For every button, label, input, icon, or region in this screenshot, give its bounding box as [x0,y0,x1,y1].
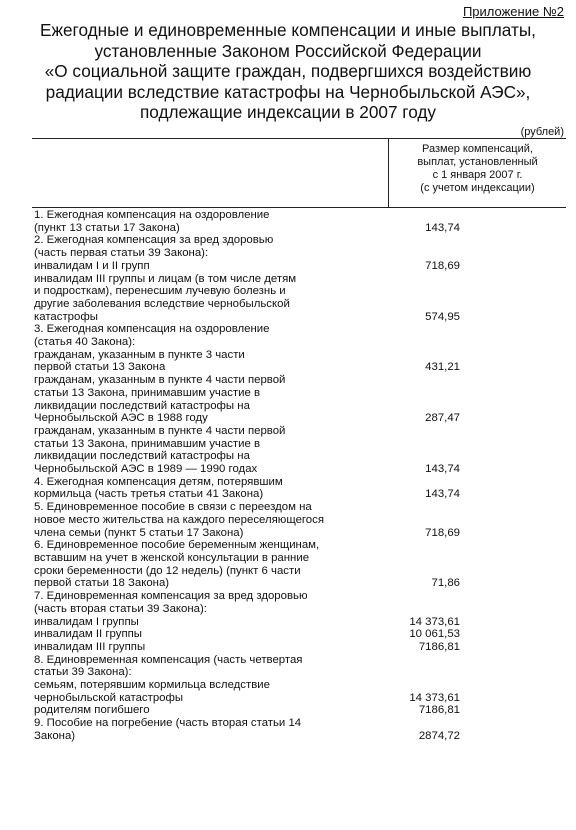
row-label [34,628,340,641]
row-label-line: катастрофы [34,310,98,323]
row-value: 718,69 [425,526,460,539]
row-label-line: (статья 40 Закона): [34,336,136,349]
row-label-line: инвалидам I группы [34,615,139,628]
title-line: «О социальной защите граждан, подвергшихся воздействию [44,61,532,81]
row-label-line: инвалидам I и II групп [34,259,150,272]
row-label-line: семьям, потерявшим кормильца вследствие [34,679,270,692]
row-value: 14 373,61 [409,691,460,704]
row-label [34,209,340,234]
row-label-line: 4. Ежегодная компенсация детям, потерявшим [34,475,283,488]
table-row [34,704,564,717]
row-value: 574,95 [425,310,460,323]
row-value: 2874,72 [418,729,460,742]
table-row [34,539,564,590]
row-label-line: сроки беременности (до 12 недель) (пункт 6 части [34,564,301,577]
table-header [32,138,566,208]
table-row [34,641,564,654]
row-label-line: члена семьи (пункт 5 статьи 17 Закона) [34,526,244,539]
row-value: 10 061,53 [409,628,460,641]
table-row [34,349,564,374]
row-label [34,641,340,654]
table-row [34,679,564,704]
table-row [34,374,564,425]
row-label-line: 5. Единовременное пособие в связи с переездом на [34,501,312,514]
row-label-line: ликвидации последствий катастрофы на [34,450,250,463]
row-label [34,273,340,324]
appendix-label: Приложение №2 [462,4,564,19]
row-label-line: статьи 13 Закона, принимавшим участие в [34,437,261,450]
row-label [34,349,340,374]
table-row [34,628,564,641]
units-note: (рублей) [520,126,564,138]
compensation-table [34,209,564,743]
table-row [34,323,564,348]
table-row [34,654,564,679]
row-label [34,501,340,539]
row-label-line: и подросткам), перенесшим лучевую болезнь и [34,285,286,298]
row-label-line: гражданам, указанным в пункте 4 части первой [34,424,286,437]
row-label-line: кормильца (часть третья статьи 41 Закона) [34,488,264,501]
row-label-line: первой статьи 18 Закона) [34,577,170,590]
row-label-line: Закона) [34,729,76,742]
table-row [34,616,564,629]
row-value: 7186,81 [418,640,460,653]
row-label [34,704,340,717]
row-label [34,323,340,348]
row-label-line: новое место жительства на каждого переселяющегося [34,513,325,526]
row-value: 287,47 [425,412,460,425]
title-line: Ежегодные и единовременные компенсации и иные выплаты, [40,20,536,40]
table-row [34,425,564,476]
row-label-line: 2. Ежегодная компенсация за вред здоровью [34,234,274,247]
row-label [34,374,340,425]
row-value: 143,74 [425,463,460,476]
row-value: 7186,81 [418,704,460,717]
row-label-line: статьи 39 Закона): [34,666,132,679]
column-header-line: Размер компенсаций, [422,143,533,155]
row-label [34,654,340,679]
row-value: 14 373,61 [409,615,460,628]
row-label [34,590,340,615]
column-header-line: выплат, установленный [417,156,538,168]
table-row [34,234,564,259]
row-label-line: 8. Единовременная компенсация (часть четвертая [34,653,303,666]
row-label-line: инвалидам III группы и лицам (в том числе детям [34,272,297,285]
row-label [34,616,340,629]
table-row [34,590,564,615]
row-label-line: вставшим на учет в женской консультации в ранние [34,551,310,564]
row-label [34,717,340,742]
row-label-line: 1. Ежегодная компенсация на оздоровление [34,209,270,221]
row-label-line: гражданам, указанным в пункте 3 части [34,348,245,361]
row-label-line: Чернобыльской АЭС в 1989 — 1990 годах [34,463,258,476]
row-value: 143,74 [425,221,460,234]
row-label-line: 3. Ежегодная компенсация на оздоровление [34,323,270,336]
row-label-line: (часть вторая статьи 39 Закона): [34,602,207,615]
row-label-line: 9. Пособие на погребение (часть вторая статьи 14 [34,717,302,730]
row-label-line: 7. Единовременная компенсация за вред здоровью [34,590,308,603]
table-row [34,209,564,234]
row-label [34,425,340,476]
row-label-line: другие заболевания вследствие чернобыльской [34,297,290,310]
row-label-line: инвалидам II группы [34,628,142,641]
row-label-line: Чернобыльской АЭС в 1988 году [34,412,208,425]
row-label-line: (часть первая статьи 39 Закона): [34,247,209,260]
row-label-line: (пункт 13 статьи 17 Закона) [34,221,180,234]
row-label-line: первой статьи 13 Закона [34,361,166,374]
title-line: установленные Законом Российской Федерации [94,40,482,61]
column-header-line: с 1 января 2007 г. [432,169,523,181]
row-label-line: 6. Единовременное пособие беременным женщинам, [34,539,320,552]
row-value: 431,21 [425,361,460,374]
table-row [34,476,564,501]
title-line: радиации вследствие катастрофы на Чернобыльской АЭС», [45,81,531,102]
table-row [34,717,564,742]
row-value: 718,69 [425,259,460,272]
row-label-line: родителям погибшего [34,704,150,717]
row-label [34,260,340,273]
table-row [34,273,564,324]
table-row [34,260,564,273]
row-label [34,476,340,501]
row-label [34,679,340,704]
table-row [34,501,564,539]
column-header-line: (с учетом индексации) [420,182,535,194]
document-title [0,20,576,123]
row-label-line: инвалидам III группы [34,640,146,653]
row-label-line: ликвидации последствий катастрофы на [34,399,250,412]
title-line: подлежащие индексации в 2007 году [139,102,437,122]
row-label [34,234,340,259]
row-value: 143,74 [425,488,460,501]
row-value: 71,86 [431,577,460,590]
row-label-line: гражданам, указанным в пункте 4 части первой [34,374,286,387]
row-label-line: статьи 13 Закона, принимавшим участие в [34,386,261,399]
row-label [34,539,340,590]
amount-column-header [389,143,566,195]
row-label-line: чернобыльской катастрофы [34,691,184,704]
